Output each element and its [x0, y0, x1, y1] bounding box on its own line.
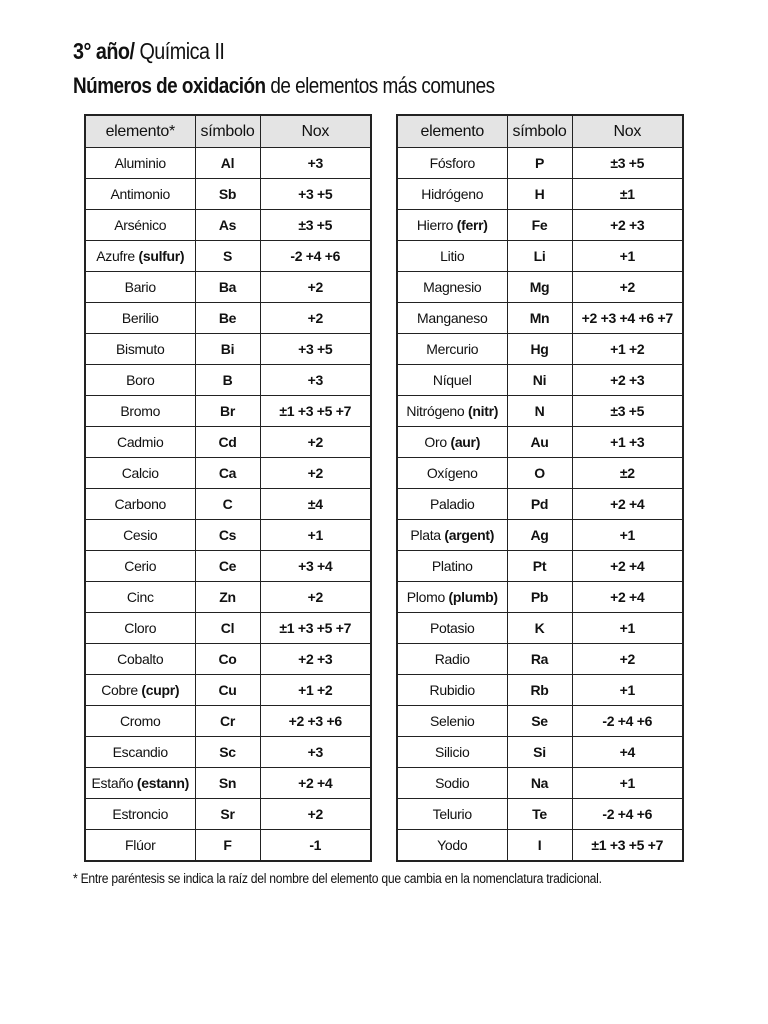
table-header-row [397, 115, 683, 148]
element-name-cell [397, 706, 507, 737]
table-row [397, 241, 683, 272]
element-name-cell [85, 799, 195, 830]
table-row [85, 334, 371, 365]
table-row [397, 644, 683, 675]
oxidation-numbers: +3 [260, 737, 371, 768]
element-symbol: Ra [507, 644, 572, 675]
element-name: Flúor [125, 837, 156, 853]
oxidation-numbers: +2 +4 [572, 551, 683, 582]
element-symbol: Rb [507, 675, 572, 706]
element-symbol: S [195, 241, 260, 272]
element-symbol: Cu [195, 675, 260, 706]
oxidation-numbers: +1 [572, 675, 683, 706]
element-name: Cromo [119, 713, 161, 729]
element-name-cell [85, 303, 195, 334]
table-row [397, 830, 683, 862]
element-name: Antimonio [110, 186, 171, 202]
table-row [397, 613, 683, 644]
element-symbol: N [507, 396, 572, 427]
element-symbol: Cl [195, 613, 260, 644]
oxidation-numbers: +2 [260, 799, 371, 830]
element-symbol: Co [195, 644, 260, 675]
table-row [85, 427, 371, 458]
element-name: Cadmio [117, 434, 164, 450]
course-title-bold: 3° año/ [73, 38, 135, 64]
table-row [85, 272, 371, 303]
element-name-cell [397, 241, 507, 272]
table-row [397, 489, 683, 520]
element-name-cell [85, 179, 195, 210]
table-row [85, 365, 371, 396]
element-name-cell [85, 210, 195, 241]
element-symbol: Sn [195, 768, 260, 799]
oxidation-numbers: +2 [572, 272, 683, 303]
table-row [397, 768, 683, 799]
element-symbol: P [507, 148, 572, 179]
table-row [397, 272, 683, 303]
header-symbol: símbolo [507, 115, 572, 148]
element-name: Aluminio [114, 155, 166, 171]
element-name-cell [85, 458, 195, 489]
element-name: Cerio [124, 558, 157, 574]
element-name-cell [85, 737, 195, 768]
element-name-cell [85, 272, 195, 303]
element-root: (nitr) [468, 403, 499, 419]
oxidation-numbers: ±1 +3 +5 +7 [572, 830, 683, 862]
oxidation-numbers: -1 [260, 830, 371, 862]
element-name: Escandio [112, 744, 168, 760]
element-name-cell [397, 334, 507, 365]
oxidation-numbers: +3 [260, 365, 371, 396]
element-name-cell [85, 334, 195, 365]
element-symbol: Ba [195, 272, 260, 303]
oxidation-numbers: -2 +4 +6 [572, 706, 683, 737]
element-name-cell [85, 396, 195, 427]
table-row [397, 458, 683, 489]
page-title-bold: Números de oxidación [73, 73, 266, 98]
oxidation-numbers: +2 [260, 458, 371, 489]
element-root: (sulfur) [138, 248, 185, 264]
element-name-cell [397, 768, 507, 799]
element-name-cell [397, 272, 507, 303]
element-name: Radio [434, 651, 470, 667]
oxidation-numbers: +3 +5 [260, 334, 371, 365]
element-name: Sodio [435, 775, 470, 791]
table-row [85, 520, 371, 551]
element-symbol: Fe [507, 210, 572, 241]
element-name-cell [85, 551, 195, 582]
element-root: (estann) [136, 775, 189, 791]
element-root: (plumb) [448, 589, 498, 605]
table-row [85, 582, 371, 613]
page-title-rest: de elementos más comunes [265, 73, 495, 98]
element-symbol: Mg [507, 272, 572, 303]
oxidation-numbers: +1 [572, 241, 683, 272]
element-name: Oxígeno [426, 465, 478, 481]
element-name: Calcio [121, 465, 159, 481]
table-row [85, 489, 371, 520]
oxidation-numbers: ±1 +3 +5 +7 [260, 613, 371, 644]
oxidation-numbers: +2 +3 [572, 210, 683, 241]
element-symbol: Bi [195, 334, 260, 365]
header-element: elemento* [85, 115, 195, 148]
table-row [397, 396, 683, 427]
table-row [85, 396, 371, 427]
element-symbol: Ce [195, 551, 260, 582]
element-name: Cobalto [117, 651, 164, 667]
oxidation-numbers: ±3 +5 [572, 396, 683, 427]
table-row [397, 365, 683, 396]
element-name: Paladio [429, 496, 475, 512]
element-name-cell [397, 365, 507, 396]
table-header-row [85, 115, 371, 148]
element-symbol: Sr [195, 799, 260, 830]
page-title [73, 73, 495, 99]
element-name: Mercurio [426, 341, 479, 357]
element-root: (argent) [444, 527, 495, 543]
right-oxidation-table [396, 114, 684, 862]
oxidation-numbers: +2 +3 +6 [260, 706, 371, 737]
table-row [397, 334, 683, 365]
element-symbol: Cr [195, 706, 260, 737]
element-name: Potasio [429, 620, 475, 636]
element-symbol: Na [507, 768, 572, 799]
element-symbol: Cd [195, 427, 260, 458]
element-name-cell [85, 427, 195, 458]
element-name-cell [397, 148, 507, 179]
oxidation-numbers: +2 +4 [572, 582, 683, 613]
element-symbol: Al [195, 148, 260, 179]
element-name: Estaño [91, 775, 134, 791]
element-symbol: Ni [507, 365, 572, 396]
element-name-cell [397, 551, 507, 582]
element-symbol: Si [507, 737, 572, 768]
element-name: Azufre [96, 248, 135, 264]
element-name-cell [397, 427, 507, 458]
element-name-cell [397, 396, 507, 427]
element-symbol: B [195, 365, 260, 396]
oxidation-numbers: +4 [572, 737, 683, 768]
table-row [397, 427, 683, 458]
element-name: Hierro [416, 217, 454, 233]
table-row [397, 675, 683, 706]
element-symbol: Pb [507, 582, 572, 613]
element-name-cell [397, 520, 507, 551]
element-name: Nitrógeno [406, 403, 465, 419]
element-root: (ferr) [456, 217, 488, 233]
oxidation-numbers: +2 [260, 582, 371, 613]
element-name: Bario [124, 279, 156, 295]
header-nox: Nox [572, 115, 683, 148]
oxidation-numbers: -2 +4 +6 [572, 799, 683, 830]
element-symbol: Li [507, 241, 572, 272]
element-name-cell [397, 799, 507, 830]
oxidation-numbers: +3 [260, 148, 371, 179]
oxidation-numbers: ±2 [572, 458, 683, 489]
element-name-cell [397, 737, 507, 768]
oxidation-numbers: +1 +2 [260, 675, 371, 706]
table-row [85, 768, 371, 799]
element-name: Plata [410, 527, 441, 543]
table-row [397, 179, 683, 210]
element-name: Litio [440, 248, 465, 264]
table-row [397, 520, 683, 551]
element-name: Bismuto [116, 341, 165, 357]
element-symbol: As [195, 210, 260, 241]
element-name: Arsénico [114, 217, 167, 233]
table-row [85, 179, 371, 210]
element-root: (aur) [450, 434, 481, 450]
element-symbol: Te [507, 799, 572, 830]
left-oxidation-table [84, 114, 372, 862]
oxidation-numbers: +2 +3 [260, 644, 371, 675]
element-name: Plomo [406, 589, 445, 605]
oxidation-numbers: +2 +3 +4 +6 +7 [572, 303, 683, 334]
oxidation-numbers: +1 [572, 520, 683, 551]
table-row [85, 799, 371, 830]
table-row [85, 706, 371, 737]
table-row [397, 303, 683, 334]
element-name-cell [85, 520, 195, 551]
oxidation-numbers: +1 +2 [572, 334, 683, 365]
element-symbol: Pt [507, 551, 572, 582]
table-row [85, 644, 371, 675]
element-symbol: Se [507, 706, 572, 737]
table-row [397, 799, 683, 830]
element-name: Bromo [120, 403, 161, 419]
header-element: elemento [397, 115, 507, 148]
oxidation-numbers: +2 [572, 644, 683, 675]
oxidation-numbers: +2 +4 [260, 768, 371, 799]
element-symbol: Ca [195, 458, 260, 489]
element-name: Platino [431, 558, 473, 574]
element-name: Fósforo [429, 155, 475, 171]
element-name-cell [85, 675, 195, 706]
element-symbol: Be [195, 303, 260, 334]
element-name: Rubidio [429, 682, 475, 698]
element-symbol: H [507, 179, 572, 210]
element-symbol: I [507, 830, 572, 862]
table-row [85, 675, 371, 706]
element-name: Manganeso [417, 310, 488, 326]
oxidation-numbers: +1 [260, 520, 371, 551]
element-symbol: Cs [195, 520, 260, 551]
element-symbol: F [195, 830, 260, 862]
element-symbol: Au [507, 427, 572, 458]
course-title-rest: Química II [134, 38, 225, 64]
table-row [85, 830, 371, 862]
element-name-cell [85, 241, 195, 272]
element-symbol: Pd [507, 489, 572, 520]
table-row [397, 148, 683, 179]
oxidation-numbers: -2 +4 +6 [260, 241, 371, 272]
header-symbol: símbolo [195, 115, 260, 148]
oxidation-numbers: ±3 +5 [260, 210, 371, 241]
element-name: Níquel [432, 372, 472, 388]
element-symbol: Hg [507, 334, 572, 365]
element-name: Carbono [114, 496, 167, 512]
element-name-cell [85, 489, 195, 520]
table-row [85, 148, 371, 179]
table-row [397, 551, 683, 582]
element-name-cell [397, 458, 507, 489]
oxidation-numbers: +1 [572, 768, 683, 799]
element-name-cell [397, 830, 507, 862]
element-name-cell [85, 148, 195, 179]
element-name-cell [397, 303, 507, 334]
oxidation-numbers: ±1 +3 +5 +7 [260, 396, 371, 427]
element-symbol: Mn [507, 303, 572, 334]
element-name-cell [397, 644, 507, 675]
oxidation-numbers: +1 [572, 613, 683, 644]
element-name-cell [85, 830, 195, 862]
element-name-cell [397, 179, 507, 210]
element-name-cell [397, 489, 507, 520]
element-name-cell [397, 210, 507, 241]
table-row [85, 613, 371, 644]
element-name: Yodo [437, 837, 468, 853]
oxidation-numbers: +1 +3 [572, 427, 683, 458]
element-symbol: Ag [507, 520, 572, 551]
oxidation-numbers: ±1 [572, 179, 683, 210]
element-symbol: O [507, 458, 572, 489]
oxidation-numbers: ±4 [260, 489, 371, 520]
course-title [73, 38, 224, 65]
element-name-cell [85, 582, 195, 613]
oxidation-numbers: +2 [260, 303, 371, 334]
table-row [85, 737, 371, 768]
element-name: Selenio [429, 713, 475, 729]
element-name-cell [85, 768, 195, 799]
element-name: Magnesio [423, 279, 482, 295]
element-name: Silicio [435, 744, 470, 760]
table-row [85, 458, 371, 489]
oxidation-numbers: +3 +5 [260, 179, 371, 210]
table-row [85, 241, 371, 272]
oxidation-numbers: +3 +4 [260, 551, 371, 582]
element-symbol: K [507, 613, 572, 644]
element-name: Hidrógeno [421, 186, 484, 202]
table-row [85, 303, 371, 334]
table-row [85, 551, 371, 582]
element-name-cell [397, 675, 507, 706]
element-root: (cupr) [141, 682, 180, 698]
element-symbol: Sc [195, 737, 260, 768]
element-name: Telurio [432, 806, 472, 822]
element-name-cell [85, 365, 195, 396]
table-row [397, 210, 683, 241]
oxidation-numbers: +2 +3 [572, 365, 683, 396]
element-name-cell [397, 613, 507, 644]
element-name-cell [85, 644, 195, 675]
oxidation-numbers: +2 [260, 427, 371, 458]
element-name: Berilio [121, 310, 159, 326]
element-name: Cloro [124, 620, 157, 636]
oxidation-numbers: ±3 +5 [572, 148, 683, 179]
oxidation-numbers: +2 +4 [572, 489, 683, 520]
element-symbol: Br [195, 396, 260, 427]
table-row [397, 737, 683, 768]
element-name: Boro [126, 372, 155, 388]
table-row [397, 706, 683, 737]
element-name-cell [85, 706, 195, 737]
element-name: Cinc [126, 589, 154, 605]
element-name: Cobre [101, 682, 138, 698]
element-symbol: Zn [195, 582, 260, 613]
table-row [397, 582, 683, 613]
footnote: * Entre paréntesis se indica la raíz del nombre del elemento que cambia en la nomenclatura tradicional. [73, 871, 602, 886]
element-symbol: C [195, 489, 260, 520]
element-name: Estroncio [112, 806, 169, 822]
oxidation-numbers: +2 [260, 272, 371, 303]
element-name-cell [85, 613, 195, 644]
header-nox: Nox [260, 115, 371, 148]
element-name-cell [397, 582, 507, 613]
table-row [85, 210, 371, 241]
element-symbol: Sb [195, 179, 260, 210]
element-name: Cesio [123, 527, 158, 543]
element-name: Oro [424, 434, 447, 450]
